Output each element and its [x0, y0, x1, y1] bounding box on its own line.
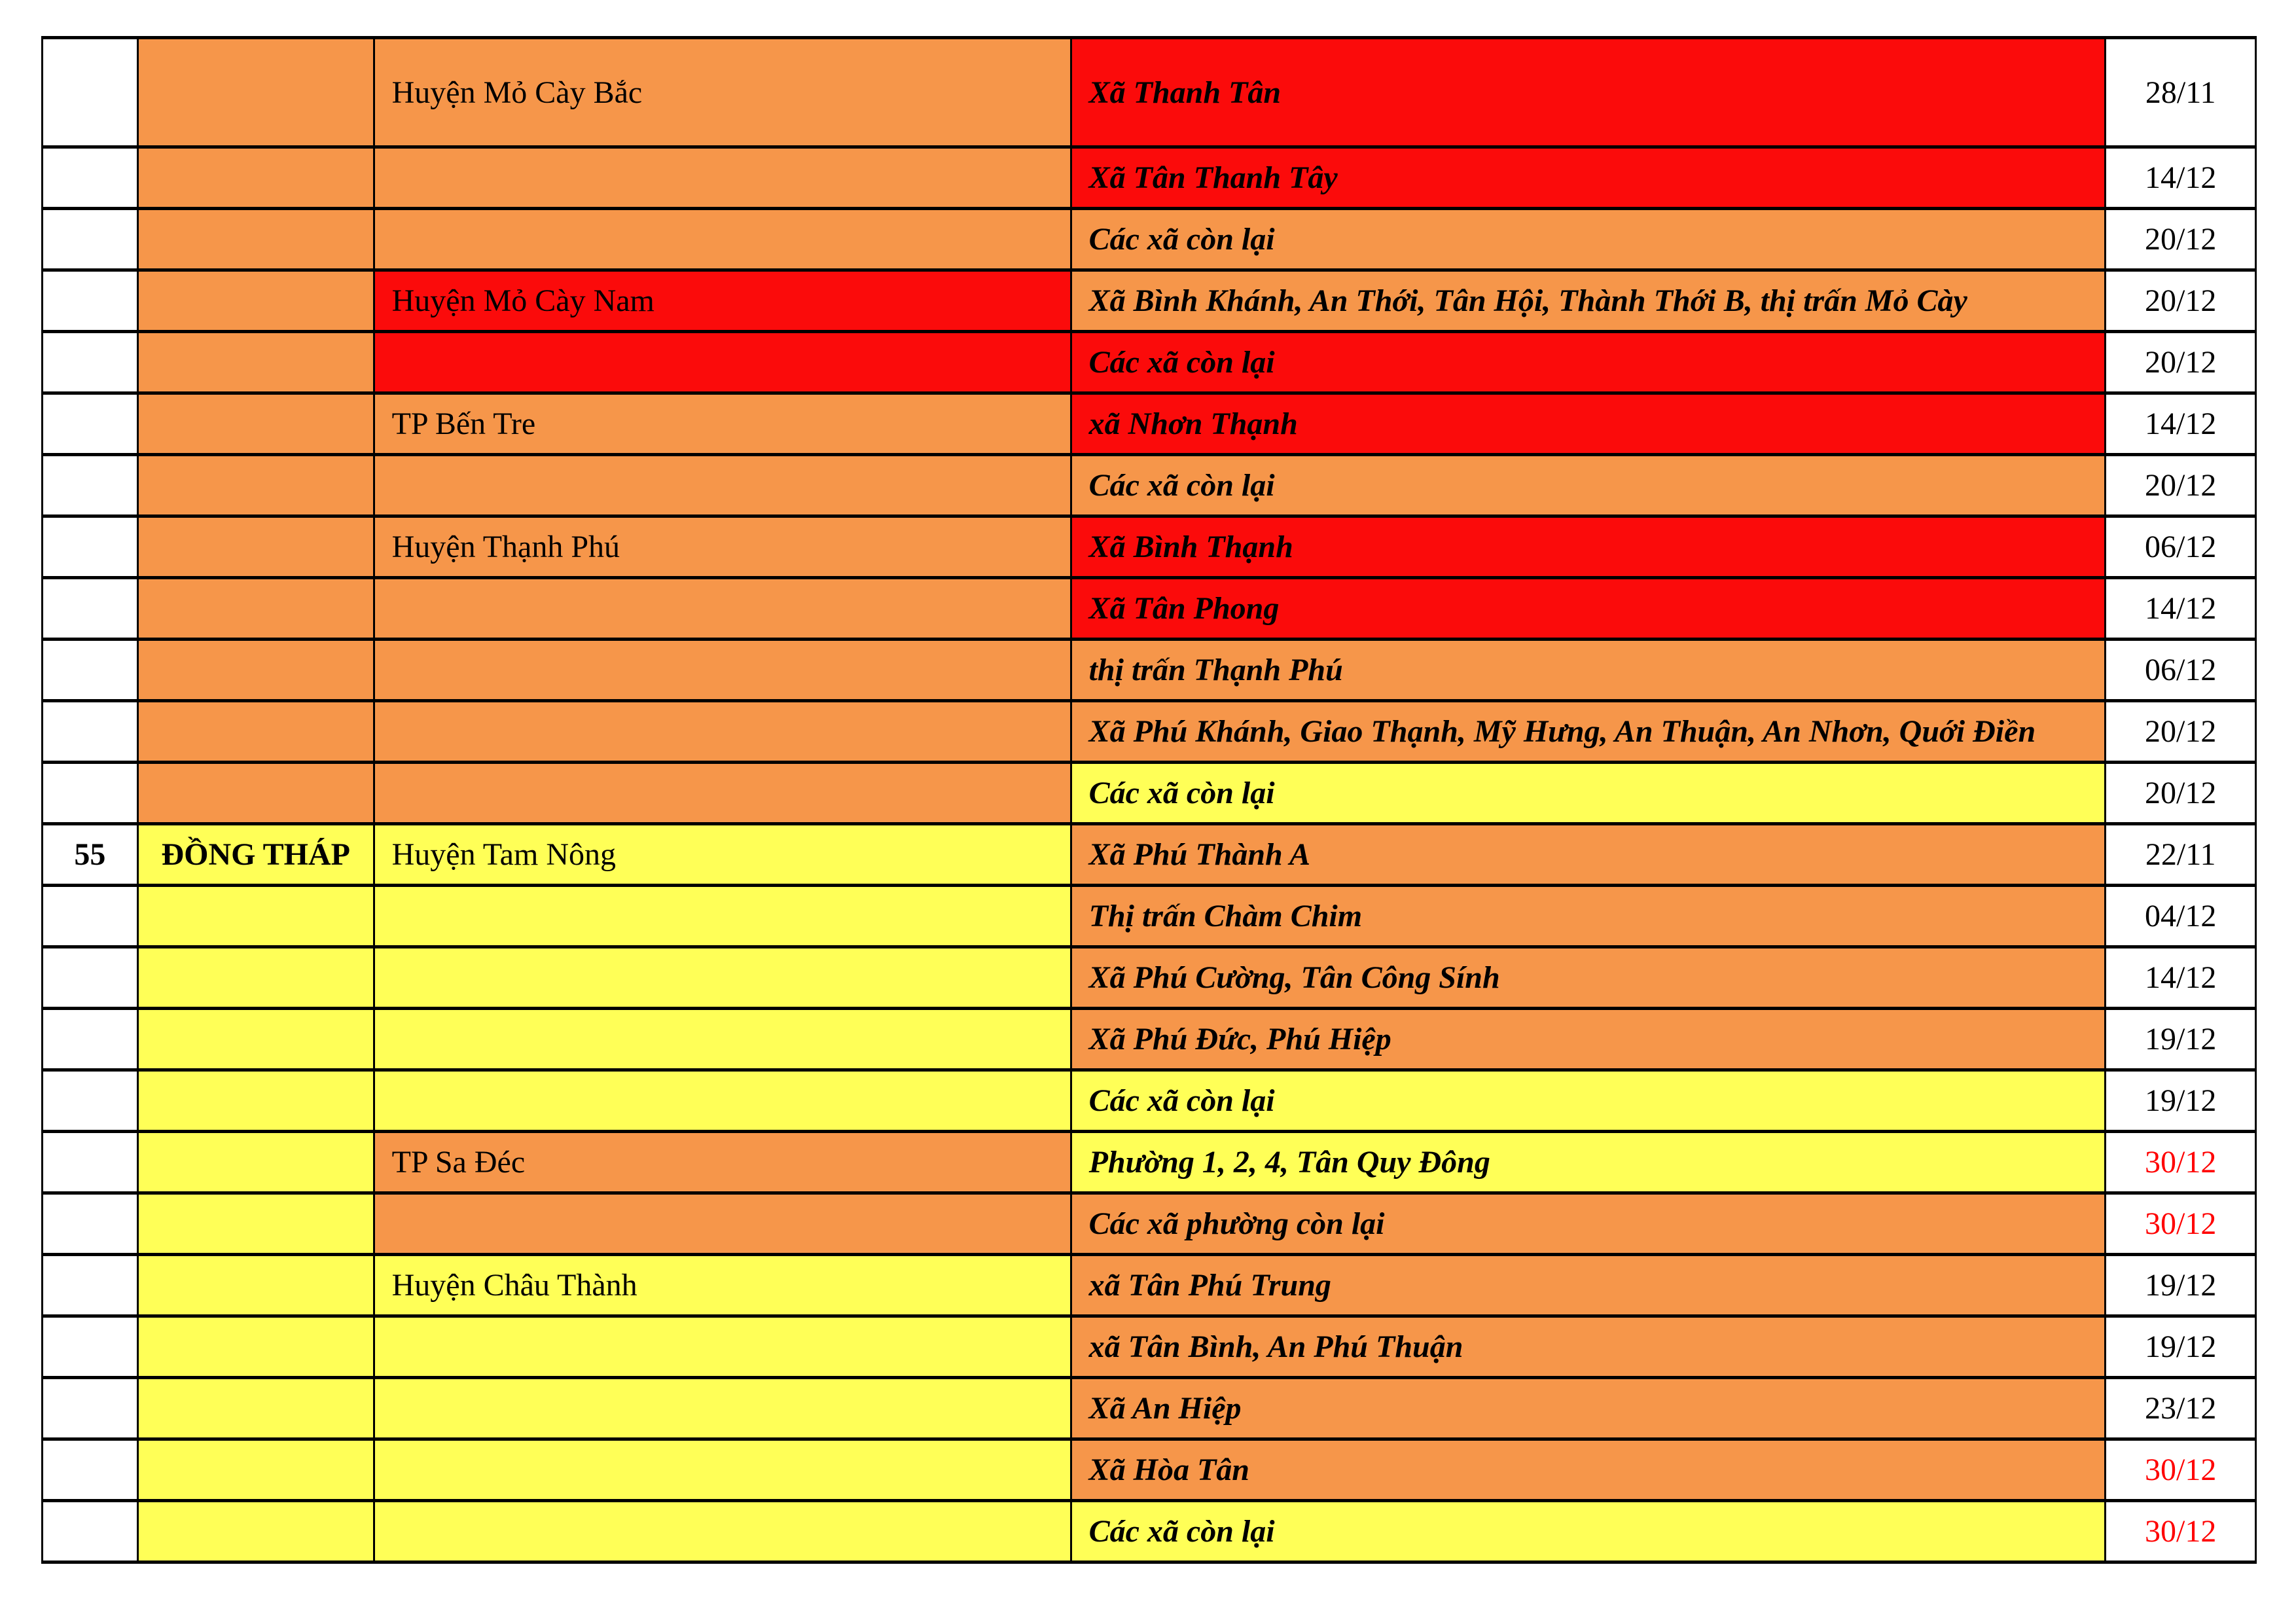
table-row [43, 640, 2256, 701]
commune-list-cell[interactable]: Xã Phú Cường, Tân Công Sính [1071, 947, 2106, 1009]
district-name-cell[interactable] [374, 1070, 1071, 1132]
province-name-cell[interactable] [137, 1070, 374, 1132]
table-row [43, 1501, 2256, 1562]
district-name-cell[interactable] [374, 763, 1071, 824]
province-name-cell[interactable] [137, 1009, 374, 1070]
row-number-cell[interactable] [43, 947, 138, 1009]
district-name-cell[interactable]: Huyện Mỏ Cày Bắc [374, 38, 1071, 147]
row-number-cell[interactable] [43, 270, 138, 332]
date-cell[interactable]: 06/12 [2106, 640, 2256, 701]
table-body [43, 38, 2256, 1562]
commune-list-cell[interactable]: xã Tân Bình, An Phú Thuận [1071, 1316, 2106, 1378]
district-name-cell[interactable] [374, 886, 1071, 947]
province-name-cell[interactable] [137, 516, 374, 578]
commune-list-cell[interactable]: Xã Hòa Tân [1071, 1439, 2106, 1501]
row-number-cell[interactable] [43, 1378, 138, 1439]
date-cell[interactable]: 14/12 [2106, 947, 2256, 1009]
province-name-cell[interactable] [137, 640, 374, 701]
row-number-cell[interactable] [43, 1439, 138, 1501]
row-number-cell[interactable] [43, 1316, 138, 1378]
row-number-cell[interactable] [43, 1193, 138, 1255]
district-name-cell[interactable]: TP Sa Đéc [374, 1132, 1071, 1193]
commune-list-cell[interactable]: xã Nhơn Thạnh [1071, 393, 2106, 455]
commune-list-cell[interactable]: Xã Phú Khánh, Giao Thạnh, Mỹ Hưng, An Thuận, An Nhơn, Quới Điền [1071, 701, 2106, 763]
table-row [43, 38, 2256, 147]
date-cell[interactable]: 23/12 [2106, 1378, 2256, 1439]
district-name-cell[interactable]: TP Bến Tre [374, 393, 1071, 455]
date-cell[interactable]: 20/12 [2106, 763, 2256, 824]
row-number-cell[interactable] [43, 147, 138, 209]
table-row [43, 763, 2256, 824]
row-number-cell[interactable] [43, 332, 138, 393]
province-name-cell[interactable] [137, 701, 374, 763]
district-name-cell[interactable]: Huyện Mỏ Cày Nam [374, 270, 1071, 332]
district-name-cell[interactable]: Huyện Thạnh Phú [374, 516, 1071, 578]
table-row [43, 1316, 2256, 1378]
province-name-cell[interactable] [137, 38, 374, 147]
commune-list-cell[interactable]: Xã Bình Thạnh [1071, 516, 2106, 578]
commune-list-cell[interactable]: Phường 1, 2, 4, Tân Quy Đông [1071, 1132, 2106, 1193]
table-row [43, 332, 2256, 393]
district-name-cell[interactable] [374, 1316, 1071, 1378]
table-row [43, 1255, 2256, 1316]
province-name-cell[interactable]: ĐỒNG THÁP [137, 824, 374, 886]
district-name-cell[interactable] [374, 209, 1071, 270]
district-name-cell[interactable] [374, 640, 1071, 701]
commune-list-cell[interactable]: Xã Tân Thanh Tây [1071, 147, 2106, 209]
province-name-cell[interactable] [137, 886, 374, 947]
commune-list-cell[interactable]: xã Tân Phú Trung [1071, 1255, 2106, 1316]
row-number-cell[interactable] [43, 886, 138, 947]
province-name-cell[interactable] [137, 1132, 374, 1193]
province-name-cell[interactable] [137, 209, 374, 270]
date-cell[interactable]: 22/11 [2106, 824, 2256, 886]
table-row [43, 947, 2256, 1009]
district-name-cell[interactable] [374, 1193, 1071, 1255]
date-cell[interactable]: 30/12 [2106, 1439, 2256, 1501]
date-cell[interactable]: 20/12 [2106, 332, 2256, 393]
commune-list-cell[interactable]: Xã Tân Phong [1071, 578, 2106, 640]
province-name-cell[interactable] [137, 1193, 374, 1255]
commune-list-cell[interactable]: Các xã còn lại [1071, 1070, 2106, 1132]
date-cell[interactable]: 20/12 [2106, 270, 2256, 332]
row-number-cell[interactable] [43, 1009, 138, 1070]
district-name-cell[interactable] [374, 455, 1071, 516]
commune-list-cell[interactable]: Xã Bình Khánh, An Thới, Tân Hội, Thành Thới B, thị trấn Mỏ Cày [1071, 270, 2106, 332]
district-name-cell[interactable] [374, 578, 1071, 640]
commune-list-cell[interactable]: Các xã còn lại [1071, 209, 2106, 270]
district-name-cell[interactable] [374, 947, 1071, 1009]
row-number-cell[interactable] [43, 516, 138, 578]
table-row [43, 455, 2256, 516]
table-row [43, 270, 2256, 332]
row-number-cell[interactable] [43, 763, 138, 824]
date-cell[interactable]: 20/12 [2106, 701, 2256, 763]
province-name-cell[interactable] [137, 947, 374, 1009]
district-name-cell[interactable] [374, 1501, 1071, 1562]
date-cell[interactable]: 28/11 [2106, 38, 2256, 147]
date-cell[interactable]: 14/12 [2106, 578, 2256, 640]
row-number-cell[interactable] [43, 578, 138, 640]
date-cell[interactable]: 19/12 [2106, 1070, 2256, 1132]
row-number-cell[interactable] [43, 640, 138, 701]
province-name-cell[interactable] [137, 270, 374, 332]
row-number-cell[interactable] [43, 701, 138, 763]
row-number-cell[interactable] [43, 455, 138, 516]
commune-list-cell[interactable]: Các xã còn lại [1071, 455, 2106, 516]
date-cell[interactable]: 04/12 [2106, 886, 2256, 947]
province-name-cell[interactable] [137, 147, 374, 209]
province-name-cell[interactable] [137, 1255, 374, 1316]
district-name-cell[interactable]: Huyện Tam Nông [374, 824, 1071, 886]
district-name-cell[interactable] [374, 701, 1071, 763]
row-number-cell[interactable] [43, 209, 138, 270]
province-name-cell[interactable] [137, 1501, 374, 1562]
commune-list-cell[interactable]: Các xã còn lại [1071, 332, 2106, 393]
date-cell[interactable]: 19/12 [2106, 1316, 2256, 1378]
commune-list-cell[interactable]: thị trấn Thạnh Phú [1071, 640, 2106, 701]
date-cell[interactable]: 20/12 [2106, 455, 2256, 516]
province-name-cell[interactable] [137, 578, 374, 640]
table-row [43, 578, 2256, 640]
table-row [43, 1193, 2256, 1255]
table-row [43, 147, 2256, 209]
district-name-cell[interactable]: Huyện Châu Thành [374, 1255, 1071, 1316]
district-name-cell[interactable] [374, 147, 1071, 209]
table-row [43, 1378, 2256, 1439]
province-name-cell[interactable] [137, 1316, 374, 1378]
date-cell[interactable]: 14/12 [2106, 147, 2256, 209]
date-cell[interactable]: 30/12 [2106, 1132, 2256, 1193]
province-name-cell[interactable] [137, 393, 374, 455]
date-cell[interactable]: 30/12 [2106, 1501, 2256, 1562]
table-row [43, 1009, 2256, 1070]
district-name-cell[interactable] [374, 1378, 1071, 1439]
table-row [43, 1070, 2256, 1132]
row-number-cell[interactable] [43, 393, 138, 455]
province-name-cell[interactable] [137, 1439, 374, 1501]
row-number-cell[interactable] [43, 1501, 138, 1562]
date-cell[interactable]: 14/12 [2106, 393, 2256, 455]
table-row [43, 1132, 2256, 1193]
date-cell[interactable]: 19/12 [2106, 1009, 2256, 1070]
row-number-cell[interactable] [43, 1070, 138, 1132]
table-row [43, 824, 2256, 886]
province-name-cell[interactable] [137, 1378, 374, 1439]
province-name-cell[interactable] [137, 763, 374, 824]
commune-list-cell[interactable]: Các xã còn lại [1071, 1501, 2106, 1562]
vaccination-schedule-table [41, 36, 2257, 1564]
table-row [43, 516, 2256, 578]
commune-list-cell[interactable]: Các xã còn lại [1071, 763, 2106, 824]
date-cell[interactable]: 06/12 [2106, 516, 2256, 578]
district-name-cell[interactable] [374, 1009, 1071, 1070]
row-number-cell[interactable] [43, 38, 138, 147]
district-name-cell[interactable] [374, 332, 1071, 393]
commune-list-cell[interactable]: Các xã phường còn lại [1071, 1193, 2106, 1255]
table-row [43, 393, 2256, 455]
date-cell[interactable]: 19/12 [2106, 1255, 2256, 1316]
date-cell[interactable]: 30/12 [2106, 1193, 2256, 1255]
province-name-cell[interactable] [137, 332, 374, 393]
district-name-cell[interactable] [374, 1439, 1071, 1501]
commune-list-cell[interactable]: Xã Phú Đức, Phú Hiệp [1071, 1009, 2106, 1070]
province-name-cell[interactable] [137, 455, 374, 516]
commune-list-cell[interactable]: Xã An Hiệp [1071, 1378, 2106, 1439]
row-number-cell[interactable] [43, 1132, 138, 1193]
commune-list-cell[interactable]: Xã Thanh Tân [1071, 38, 2106, 147]
date-cell[interactable]: 20/12 [2106, 209, 2256, 270]
commune-list-cell[interactable]: Thị trấn Chàm Chim [1071, 886, 2106, 947]
row-number-cell[interactable]: 55 [43, 824, 138, 886]
table-row [43, 886, 2256, 947]
table-row [43, 701, 2256, 763]
table-row [43, 1439, 2256, 1501]
commune-list-cell[interactable]: Xã Phú Thành A [1071, 824, 2106, 886]
table-row [43, 209, 2256, 270]
row-number-cell[interactable] [43, 1255, 138, 1316]
